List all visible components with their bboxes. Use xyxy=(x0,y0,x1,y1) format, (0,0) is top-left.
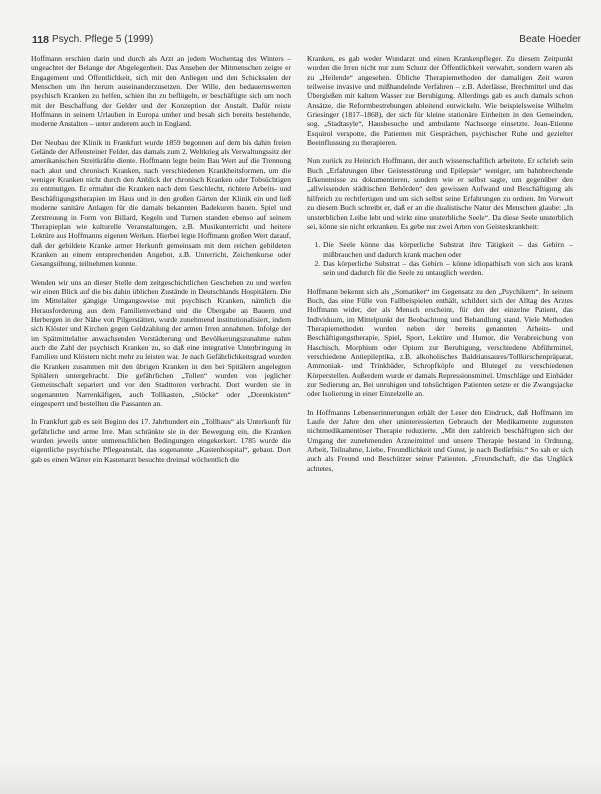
list-item: 1. Die Seele könne das körperliche Substrat ihre Tätigkeit – das Gehirn – mißbrauchen und dadurch krank machen oder xyxy=(322,240,573,259)
paragraph: In Hoffmanns Lebenserinnerungen erhält der Leser den Eindruck, daß Hoffmann im Laufe der Jahre den eher uninteressierten Gebrauch der Medikamente zugunsten nichtmedikamentöser Therapie reduzierte. „Mit den zahlreich beschäftigten sich der Umgang der zunehmenden Arzneimittel und unsere Therapie bestand in Ordnung, Arbeit, Teilnahme, Liebe, Freundlichkeit und Gunst, je nach Bedürfnis.“ So sah er sich auch als Freund und Beschützer seiner Patienten. „Freundschaft, die das Unglück achtetes, xyxy=(307,407,573,473)
right-column xyxy=(307,54,573,482)
paragraph: In Frankfurt gab es seit Beginn des 17. Jahrhundert ein „Tollhaus“ als Unterkunft für gefährliche und arme Irre. Man schränkte sie in der Bewegung ein, die Kranken wurden jeweils unter unmenschlichen Bedingungen eingekerkert. 1785 wurde die eigentliche psychische Pflegeanstalt, das sogenannte „Kastenhospital“, gebaut. Dort gab es einen Wärter ein Kastenarzt besuchte dreimal wöchentlich die xyxy=(31,417,291,464)
page-number: 118 xyxy=(32,34,49,46)
paragraph: Hoffmann erschien darin und durch als Arzt an jedem Wochentag des Winters – ungeachtet der Belange der Abgelegenheit. Das Ansehen der Mitmenschen zeigte er Engagement und Öffentlichkeit, sich mit den Anliegen und den Schicksalen der Menschen um ihn herum auseinanderzusetzen. Der Wille, den bedauernswerten psychisch Kranken zu helfen, schien ihn zu beflügeln, er beschäftigte sich um noch mit der Beschaffung der Gelder und der Konzeption der Anstalt. Dafür reiste Hoffmann in seinem Urlauben in Europa umher und besah sich bereits bestehende, moderne Anstalten – unter anderem auch in England. xyxy=(31,54,291,129)
scan-shadow xyxy=(0,758,601,794)
paragraph: Hoffmann bekennt sich als „Somatiker“ im Gegensatz zu den „Psychikern“. In seinem Buch, das eine Fülle von Fallbeispielen enthält, schildert sich der Alltag des Arztes Hoffmann wider, der als Mensch erscheint, für den der einzelne Patient, das Individuum, im Mittelpunkt der Beobachtung und Behandlung stand. Viele Methoden Therapiemethoden wurden neben der bereits genannten Arbeits- und Beschäftigungstherapie, Spiel, Sport, Lektüre und Humor, die Verabreichung von Haschisch, Morphium oder Opium zur Beruhigung, verschiedene Abführmittel, verschiedene Antiepileptika, z.B. alkoholisches Baldriansaures/Tollkirschenpräparat, Ammoniak- und Trinkbäder, Schropfköpfe und Blutegel zu verschiedenen Körperstellen. Außerdem wurde er damals Repressionsmittel. Umschläge und Einbäder zur Sedierung an, Bei unruhigen und tobsüchtigen Patienten setzte er die Zwangsjacke oder Isolierung in einer Einzelzelle an. xyxy=(307,286,573,399)
paragraph: Wenden wir uns an dieser Stelle dem zeitgeschichtlichen Geschehen zu und werfen wir einen Blick auf die bis dahin üblichen Zustände in Deutschlands Hospitälern. Die im Mittelalter gängige Umgangsweise mit psychisch Kranken, nämlich die Herausforderung aus dem Familienverband und die Übergabe an Bauern und Herbergen in der Nähe von Pilgerstätten, wurde zunehmend institutionalisiert, indem sich Klöster und Kirchen gegen Geldzahlung der armen Irren annahmen. Infolge der im Spätmittelalter anwachsenden Verstädterung und Bevölkerungszunahme nahm auch die Zahl der psychisch Kranken zu, so daß eine integrative Unterbringung in Familien und Klöstern nicht mehr zu leisten war. Je nach Gefährlichkeitsgrad wurden die Kranken zusammen mit den übrigen Kranken in den bei Spitälern angelegten Spitälern untergebracht. Die gefährlichen „Tollen“ wurden von jeglicher Gemeinschaft separiert und vor den Stadttoren verbracht. Dort wurden sie in sogenannten Narrenkäfigen, auch Tollkasten, „Stöcke“ oder „Dorenkisten“ eingesperrt und bestellten die Passanten an. xyxy=(31,277,291,409)
list-item: 2. Das körperliche Substrat – das Gehirn – könne idiopathisch von sich aus krank sein und dadurch für die Seele zu untauglich werden. xyxy=(322,259,573,278)
paragraph: Nun zurück zu Heinrich Hoffmann, der auch wissenschaftlich arbeitete. Er schrieb sein Buch „Erfahrungen über Geistesstörung und Epilepsie“ weniger, um bahnbrechende Erkenntnisse zu dokumentieren, sondern wie er selbst sagte, um gegenüber den „allwissenden städtischen Behörden“ den gewissen Aufwand und Beschäftigung als hilfreich zu rechtfertigen und um sich selbst seine Erfahrungen zu ordnen. Im Vorwort zu diesem Buch schreibt er, daß er an die dualistische Natur des Menschen glaube: „In unsterblichen Leibe lebt und wirkt eine unsterbliche Seele“. Da diese Seele unsterblich sei, könne sie nicht erkranken. Es gebe nur zwei Arten von Geisteskrankheit: xyxy=(307,156,573,231)
paragraph: Kranken, es gab weder Wundarzt und einen Krankenpfleger. Zu diesem Zeitpunkt wurden die Irren nicht nur zum Schutz der Öffentlichkeit verwahrt, sondern waren als zu „Heilende“ angesehen. Übliche Therapiemethoden der damaligen Zeit waren teilweise invasive und mißhandelnde Verfahren – z.B. Aderlässe, Brechmittel und das Übergießen mit kaltem Wasser zur Beruhigung. Allerdings gab es auch damals schon Ansätze, die Reformbestrebungen ableitend entwickeln. Wie beispielsweise Wilhelm Griesinger (1817–1868), der sich für kleine stationäre Einheiten in den Gemeinden, sog. „Stadtasyle“, Hausbesuche und ambulante Nachsorge einsetzte. Jean-Etienne Esquirol verspotte, die Patienten mit Gesprächen, psychischer Ruhe und gezielter Beeinflussung zu therapieren. xyxy=(307,54,573,148)
journal-citation: Psych. Pflege 5 (1999) xyxy=(52,34,154,45)
left-column xyxy=(31,54,291,473)
author-name: Beate Hoeder xyxy=(519,34,581,45)
running-header xyxy=(32,34,581,50)
paragraph: Der Neubau der Klinik in Frankfurt wurde 1859 begonnen auf dem bis dahin freien Gelände der Affensteiner Felder, das damals zum 2. Weltkrieg als Verwaltungssitz der amerikanischen Streitkräfte diente. Hoffmann legte beim Bau Wert auf die Trennung nach akut und chronisch Kranken, nach verschiedenen Krankheitsformen, um die weniger Kranken nicht durch den Anblick der chronisch Kranken oder Tobsüchtigen zu entmutigen. Er ermahnt die Kranken nach dem Geschlecht, richtete Arbeits- und Beschäftigungstherapien im Haus und in den großen Gärten der Klinik ein und ließ moderne sanitäre Anlagen für die damals bekannten Badekuren bauen. Spiel und Zerstreuung in Form von Billard, Kegeln und Turnen standen ebenso auf seinem Therapieplan wie kulturelle Veranstaltungen, z.B. Musikunterricht und heitere Lektüre aus Hoffmanns eigenen Werken. Hierbei legte Hoffmann großen Wert darauf, daß der gebildete Kranke armer Herkunft gemeinsam mit dem reichen gebildeten Kranken an einem entsprechenden Angebot, z.B. Unterricht, Zeichenkurse oder Gesangsübung, teilnehmen konnte. xyxy=(31,137,291,269)
numbered-list xyxy=(307,240,573,277)
